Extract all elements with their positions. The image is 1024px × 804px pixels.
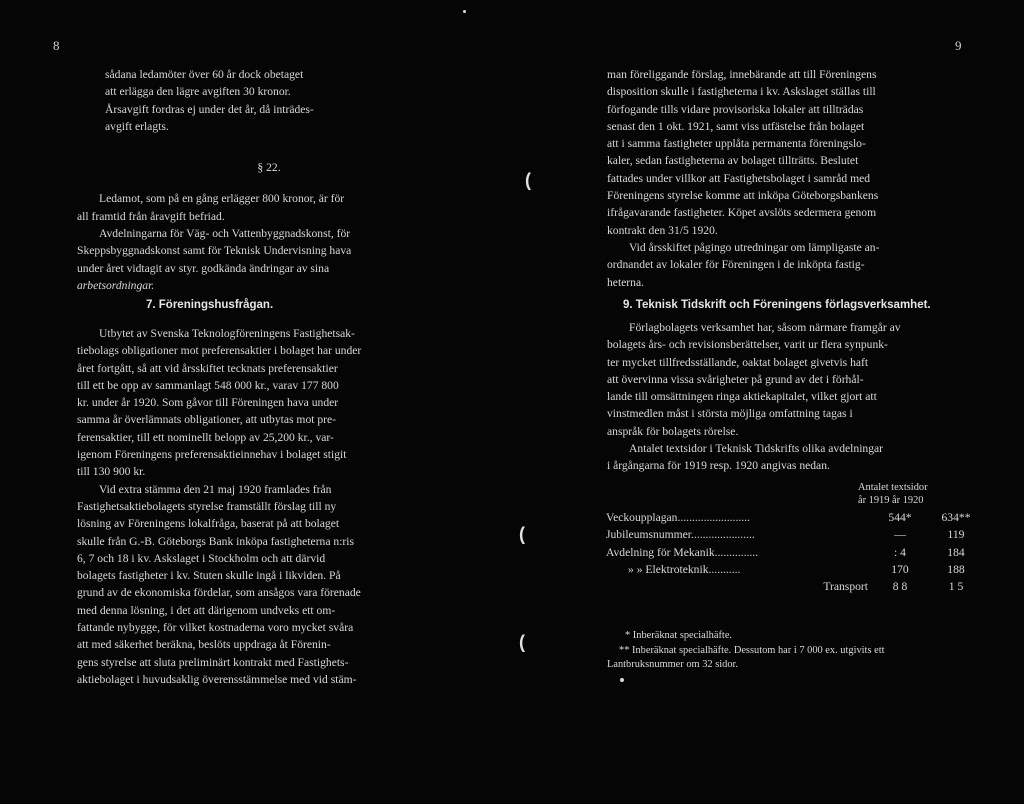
text-line: Vid årsskiftet pågingo utredningar om lämpligaste an- <box>629 240 880 254</box>
pages-table <box>606 509 984 595</box>
text-line: vinstmedlen måst i största möjliga omfattning tagas i <box>607 407 853 421</box>
text-line: med denna lösning, i det att därigenom undveks ett om- <box>77 603 336 617</box>
right-top-paragraph <box>607 66 953 291</box>
right-page-number: 9 <box>955 38 962 53</box>
text-line: 6, 7 och 18 i kv. Askslaget i Stockholm och att därvid <box>77 551 326 565</box>
text-line: Fastighetsaktiebolagets styrelse framställt förslag till ny <box>77 499 337 513</box>
membership-paragraph <box>77 190 461 294</box>
text-line: tiebolags obligationer mot preferensaktier i bolaget har under <box>77 344 362 358</box>
left-page-number: 8 <box>53 38 60 53</box>
text-line: Vid extra stämma den 21 maj 1920 framlades från <box>99 482 332 496</box>
text-line: igenom Föreningens preferensaktieinnehav i bolaget stigit <box>77 448 347 462</box>
text-line: ifrågavarande fastigheter. Köpet avslöts sedermera genom <box>607 206 877 220</box>
text-line: bolagets fastigheter i kv. Stuten skulle ingå i likviden. På <box>77 569 341 583</box>
text-line: förfogande tills vidare provisoriska lokaler att tillträdas <box>607 102 864 116</box>
text-line: Avdelningarna för Väg- och Vattenbyggnadskonst, för <box>99 227 351 241</box>
text-line: Antalet textsidor i Teknisk Tidskrifts olika avdelningar <box>629 442 884 456</box>
table-row <box>606 544 984 561</box>
text-line: man föreliggande förslag, innebärande att till Föreningens <box>607 68 877 81</box>
text-line: ordnandet av lokaler för Föreningen i de inköpta fastig- <box>607 258 865 272</box>
text-line: till 130 900 kr. <box>77 465 146 479</box>
text-line: anspråk för bolagets rörelse. <box>607 424 739 438</box>
text-line: all framtid från åravgift befriad. <box>77 209 225 223</box>
section-heading-9: 9. Teknisk Tidskrift och Föreningens förlagsverksamhet. <box>623 299 931 311</box>
row-label: » » Elektroteknik <box>628 562 709 576</box>
left-body <box>77 325 461 688</box>
pages-table-wrap <box>606 509 984 595</box>
text-line: att övervinna vissa svårigheter på grund av det i förhål- <box>607 372 864 386</box>
footnote: Lantbruksnummer om 32 sidor. <box>607 659 739 670</box>
table-header-years: år 1919 år 1920 <box>858 495 924 506</box>
text-line: fattande nybygge, för vilket kostnaderna voro mycket svåra <box>77 621 354 635</box>
text-line: senast den 1 okt. 1921, samt viss utfästelse från bolaget <box>607 119 865 133</box>
footnotes <box>607 629 953 673</box>
cell-1920: 119 <box>947 528 965 542</box>
text-line: Skeppsbyggnadskonst samt för Teknisk Undervisning hava <box>77 244 352 258</box>
section-heading-7: 7. Föreningshusfrågan. <box>146 299 274 311</box>
section-mark: § 22. <box>257 161 281 175</box>
cell-1919: 170 <box>891 562 909 576</box>
cell-1920: 188 <box>947 562 965 576</box>
right-body <box>607 319 953 475</box>
text-line: bolagets års- och revisionsberättelser, varit ur flera synpunk- <box>607 338 888 352</box>
row-label: Avdelning för Mekanik <box>606 545 715 559</box>
text-line: att med säkerhet beräkna, beslöts uppdraga åt Förenin- <box>77 638 331 652</box>
text-line: Ledamot, som på en gång erlägger 800 kronor, är för <box>99 192 345 206</box>
text-line: under året vidtagit av styr. godkända ändringar av sina <box>77 261 330 275</box>
text-line: att erlägga den lägre avgiften 30 kronor. <box>105 85 291 99</box>
text-line: lande till omsättningen ringa aktiekapitalet, vilket gjort att <box>607 390 877 404</box>
text-line: aktiebolaget i huvudsaklig överensstämmelse med vid stäm- <box>77 672 357 686</box>
text-line: grund av de ekonomiska fördelar, som ansågos vara förenade <box>77 586 361 600</box>
text-line: året fortgått, så att vid årsskiftet tecknats preferensaktier <box>77 361 338 375</box>
footnote: * Inberäknat specialhäfte. <box>625 630 733 641</box>
gutter-mark: ( <box>525 170 531 190</box>
text-line: ter mycket tillfredsställande, oaktat bolaget givetvis haft <box>607 355 869 369</box>
row-label: Transport <box>823 580 868 594</box>
text-line: sådana ledamöter över 60 år dock obetaget <box>105 68 304 81</box>
intro-paragraph <box>77 66 461 135</box>
footnote: ** Inberäknat specialhäfte. Dessutom har i 7 000 ex. utgivits ett <box>619 644 885 656</box>
text-line: Utbytet av Svenska Teknologföreningens Fastighetsak- <box>99 327 355 340</box>
table-header <box>858 481 958 507</box>
text-line: kontrakt den 31/5 1920. <box>607 223 718 237</box>
left-column <box>77 66 461 294</box>
cell-1919: : 4 <box>894 545 906 559</box>
text-line: heterna. <box>607 275 645 289</box>
row-leader: ...................... <box>691 528 755 542</box>
text-line: fattades under villkor att Fastighetsbolaget i samråd med <box>607 171 871 185</box>
text-line: kaler, sedan fastigheterna av bolaget tillträtts. Beslutet <box>607 154 859 168</box>
text-line: skulle från G.-B. Göteborgs Bank inköpa fastigheterna n:ris <box>77 534 355 548</box>
gutter-mark: ( <box>519 632 525 652</box>
text-line: samma år överlämnats obligationer, att utbytas mot pre- <box>77 413 337 427</box>
table-row <box>606 509 984 526</box>
text-line: arbetsordningar. <box>77 278 155 292</box>
text-line: avgift erlagts. <box>105 119 169 133</box>
text-line: kr. under år 1920. Som gåvor till Föreningen hava under <box>77 396 339 410</box>
table-header-top: Antalet textsidor <box>858 482 928 493</box>
text-line: i årgångarna för 1919 resp. 1920 angivas nedan. <box>607 459 830 473</box>
row-leader: ......................... <box>677 511 750 524</box>
text-line: lösning av Föreningens lokalfråga, baserat på att bolaget <box>77 517 340 531</box>
row-leader: ........... <box>708 562 741 576</box>
gutter-mark: ( <box>519 524 525 544</box>
table-row-transport <box>606 578 984 595</box>
text-line: till ett be opp av sammanlagt 548 000 kr., varav 177 800 <box>77 378 339 392</box>
text-line: gens styrelse att sluta preliminärt kontrakt med Fastighets- <box>77 655 349 669</box>
table-row <box>606 526 984 543</box>
table-row <box>606 561 984 578</box>
cell-1919: 8 8 <box>892 580 908 594</box>
text-line: Förlagbolagets verksamhet har, såsom närmare framgår av <box>629 321 901 334</box>
cell-1920: 1 5 <box>948 580 964 594</box>
speck <box>620 678 624 682</box>
row-leader: ............... <box>714 545 759 559</box>
text-line: Årsavgift fordras ej under det år, då inträdes- <box>105 102 314 116</box>
text-line: att i samma fastigheter upplåta permanenta föreningslo- <box>607 137 866 151</box>
cell-1920: 184 <box>947 545 965 559</box>
row-label: Jubileumsnummer <box>606 528 692 542</box>
cell-1920: 634** <box>941 511 971 524</box>
text-line: Föreningens styrelse komme att inköpa Göteborgsbankens <box>607 189 879 203</box>
row-label: Veckoupplagan <box>606 511 678 524</box>
cell-1919: — <box>894 528 906 542</box>
cell-1919: 544* <box>888 511 912 524</box>
text-line: ferensaktier, till ett nominellt belopp av 25,200 kr., var- <box>77 430 334 444</box>
text-line: disposition skulle i fastigheterna i kv. Askslaget ställas till <box>607 85 876 99</box>
speck <box>463 10 466 13</box>
